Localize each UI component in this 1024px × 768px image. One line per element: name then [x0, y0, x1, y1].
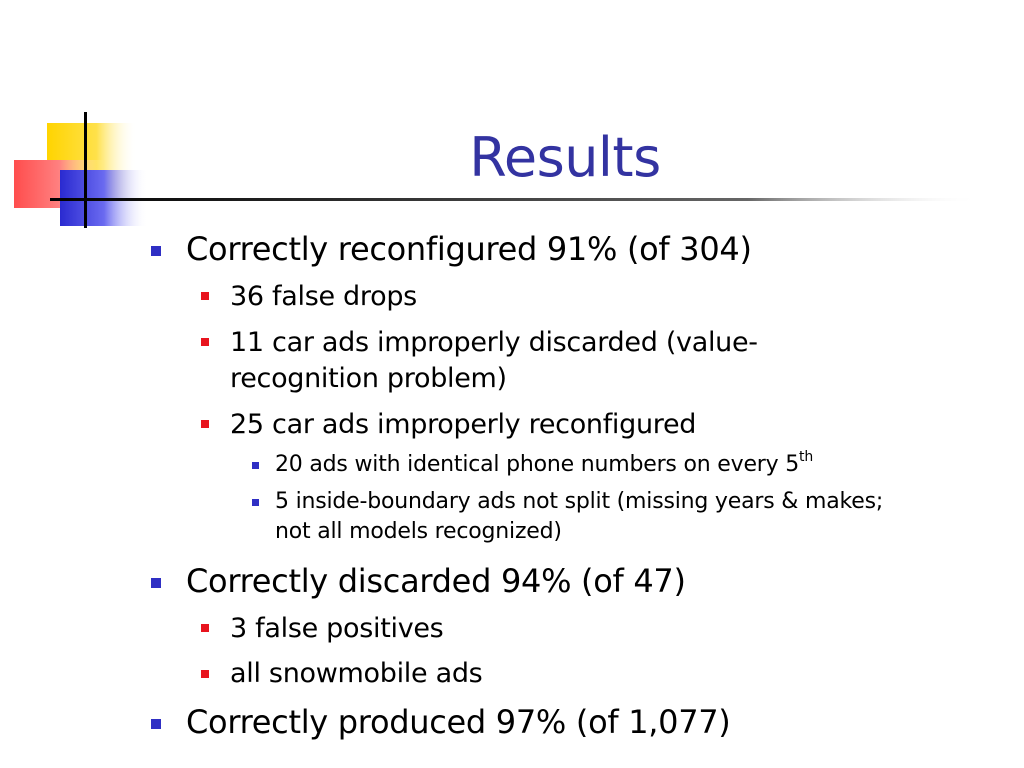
ordinal-suffix: th	[799, 449, 814, 465]
sub-bullet-marker	[201, 338, 209, 346]
bullet-reconfigured: Correctly reconfigured 91% (of 304)	[186, 230, 752, 268]
bullet-marker	[151, 578, 161, 588]
sub-bullet-discarded-line2: recognition problem)	[230, 363, 507, 394]
sub-sub-bullet-boundary-line2: not all models recognized)	[275, 519, 562, 544]
slide-title: Results	[469, 126, 661, 189]
sub-bullet-marker	[201, 624, 209, 632]
sub-sub-bullet-marker	[252, 499, 259, 506]
sub-bullet-discarded-line1: 11 car ads improperly discarded (value-	[230, 327, 758, 358]
sub-bullet-snowmobile: all snowmobile ads	[230, 658, 483, 689]
vertical-rule	[84, 112, 87, 228]
sub-sub-bullet-marker	[252, 462, 259, 469]
sub-sub-bullet-phone-numbers	[275, 449, 813, 480]
sub-bullet-marker	[201, 670, 209, 678]
sub-bullet-false-drops: 36 false drops	[230, 281, 417, 312]
sub-bullet-marker	[201, 420, 209, 428]
title-decoration	[0, 0, 1024, 240]
sub-bullet-reconfigured: 25 car ads improperly reconfigured	[230, 409, 697, 440]
bullet-produced: Correctly produced 97% (of 1,077)	[186, 703, 731, 741]
horizontal-rule	[50, 198, 980, 201]
sub-bullet-marker	[201, 292, 209, 300]
bullet-marker	[151, 246, 161, 256]
bullet-discarded: Correctly discarded 94% (of 47)	[186, 562, 686, 600]
sub-sub-bullet-boundary-line1: 5 inside-boundary ads not split (missing years & makes;	[275, 489, 884, 514]
bullet-marker	[151, 719, 161, 729]
sub-bullet-false-positives: 3 false positives	[230, 613, 444, 644]
phone-numbers-text: 20 ads with identical phone numbers on every 5	[275, 452, 800, 477]
